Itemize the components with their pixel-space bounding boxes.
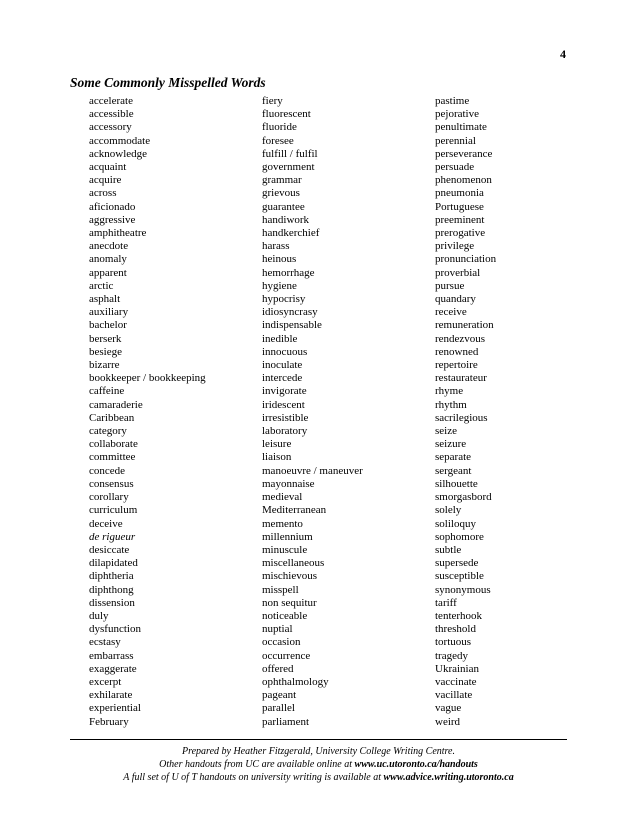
word-item: hemorrhage	[262, 266, 315, 279]
word-item: Caribbean	[89, 411, 135, 424]
word-item: accelerate	[89, 95, 133, 107]
word-item: February	[89, 715, 129, 728]
word-item: foresee	[262, 134, 294, 147]
word-item: pastime	[435, 95, 470, 107]
word-item: privilege	[435, 240, 475, 253]
word-item: persuade	[435, 161, 475, 174]
word-item: inedible	[262, 332, 298, 345]
word-item: remuneration	[435, 319, 494, 332]
word-item: pronunciation	[435, 253, 497, 266]
word-item: grammar	[262, 174, 302, 187]
word-item: threshold	[435, 623, 476, 636]
word-item: dissension	[89, 596, 135, 609]
footer-uoft-handouts	[70, 771, 567, 784]
word-item: bizarre	[89, 359, 120, 372]
word-item: tragedy	[435, 649, 468, 662]
word-item: iridescent	[262, 398, 305, 411]
word-item: offered	[262, 662, 294, 675]
word-item: guarantee	[262, 200, 305, 213]
word-column-3	[435, 95, 496, 729]
word-item: curriculum	[89, 504, 138, 517]
word-item: handkerchief	[262, 227, 320, 240]
word-item: Ukrainian	[435, 662, 479, 675]
footer	[70, 745, 567, 784]
word-item: corollary	[89, 491, 129, 504]
word-item: rendezvous	[435, 332, 486, 345]
word-item: prerogative	[435, 227, 486, 240]
word-item: repertoire	[435, 359, 478, 372]
word-item: government	[262, 161, 315, 174]
word-item: renowned	[435, 345, 479, 358]
word-item: de rigueur	[89, 530, 136, 543]
word-item: preeminent	[435, 213, 485, 226]
word-item: accessible	[89, 108, 134, 121]
word-item: proverbial	[435, 266, 481, 279]
word-item: heinous	[262, 253, 297, 266]
word-item: medieval	[262, 491, 303, 504]
word-item: bachelor	[89, 319, 127, 332]
word-item: inoculate	[262, 359, 303, 372]
word-item: idiosyncrasy	[262, 306, 318, 319]
word-item: synonymous	[435, 583, 491, 596]
word-item: silhouette	[435, 477, 478, 490]
word-item: dilapidated	[89, 557, 138, 570]
word-item: acknowledge	[89, 147, 148, 160]
word-item: embarrass	[89, 649, 134, 662]
word-item: duly	[89, 609, 109, 622]
word-item: intercede	[262, 372, 303, 385]
word-item: fluorescent	[262, 108, 311, 121]
word-item: exhilarate	[89, 689, 133, 702]
word-item: mayonnaise	[262, 477, 315, 490]
word-item: across	[89, 187, 117, 200]
word-item: sacrilegious	[435, 411, 488, 424]
word-item: ecstasy	[89, 636, 121, 649]
word-item: desiccate	[89, 543, 130, 556]
word-item: pneumonia	[435, 187, 484, 200]
word-item: perennial	[435, 134, 476, 147]
word-item: penultimate	[435, 121, 487, 134]
word-item: excerpt	[89, 675, 122, 688]
word-item: noticeable	[262, 609, 308, 622]
word-item: accommodate	[89, 134, 151, 147]
word-item: subtle	[435, 543, 462, 556]
word-item: diphthong	[89, 583, 134, 596]
word-item: Portuguese	[435, 200, 484, 213]
word-item: amphitheatre	[89, 227, 147, 240]
word-item: aficionado	[89, 200, 136, 213]
word-item: camaraderie	[89, 398, 143, 411]
word-item: grievous	[262, 187, 300, 200]
footer-uoft-text: A full set of U of T handouts on university writing is available at	[123, 772, 384, 783]
word-item: misspell	[262, 583, 299, 596]
word-item: committee	[89, 451, 136, 464]
word-item: soliloquy	[435, 517, 476, 530]
footer-uc-link[interactable]: www.uc.utoronto.ca/handouts	[354, 759, 478, 770]
word-item: deceive	[89, 517, 123, 530]
word-item: quandary	[435, 293, 476, 306]
word-item: manoeuvre / maneuver	[262, 464, 363, 477]
word-item: seizure	[435, 438, 467, 451]
word-item: acquaint	[89, 161, 127, 174]
word-item: memento	[262, 517, 303, 530]
word-item: parallel	[262, 702, 295, 715]
word-item: asphalt	[89, 293, 121, 306]
word-item: rhythm	[435, 398, 467, 411]
word-item: invigorate	[262, 385, 307, 398]
word-item: parliament	[262, 715, 310, 728]
word-item: sophomore	[435, 530, 484, 543]
word-item: anomaly	[89, 253, 127, 266]
word-item: tariff	[435, 596, 457, 609]
word-item: diphtheria	[89, 570, 134, 583]
word-item: rhyme	[435, 385, 464, 398]
word-item: fiery	[262, 95, 283, 107]
word-item: non sequitur	[262, 596, 317, 609]
footer-uc-text: Other handouts from UC are available online at	[159, 759, 355, 770]
word-item: exaggerate	[89, 662, 137, 675]
word-item: liaison	[262, 451, 292, 464]
word-item: seize	[435, 425, 457, 438]
word-item: pursue	[435, 279, 465, 292]
word-item: vacillate	[435, 689, 473, 702]
word-item: irresistible	[262, 411, 309, 424]
word-item: smorgasbord	[435, 491, 492, 504]
word-item: tortuous	[435, 636, 472, 649]
page-number: 4	[560, 47, 566, 61]
word-item: aggressive	[89, 213, 136, 226]
word-item: supersede	[435, 557, 479, 570]
word-item: indispensable	[262, 319, 322, 332]
word-item: hygiene	[262, 279, 297, 292]
word-item: innocuous	[262, 345, 308, 358]
word-item: consensus	[89, 477, 134, 490]
word-item: besiege	[89, 345, 122, 358]
word-item: sergeant	[435, 464, 472, 477]
word-item: solely	[435, 504, 462, 517]
footer-uoft-link[interactable]: www.advice.writing.utoronto.ca	[383, 772, 514, 783]
word-item: occurrence	[262, 649, 311, 662]
word-item: laboratory	[262, 425, 308, 438]
word-item: concede	[89, 464, 126, 477]
word-item: bookkeeper / bookkeeping	[89, 372, 206, 385]
word-item: acquire	[89, 174, 122, 187]
word-item: minuscule	[262, 543, 308, 556]
word-item: nuptial	[262, 623, 293, 636]
word-column-1	[89, 95, 206, 729]
word-item: arctic	[89, 279, 114, 292]
word-item: phenomenon	[435, 174, 492, 187]
word-item: restaurateur	[435, 372, 487, 385]
word-item: perseverance	[435, 147, 493, 160]
word-item: category	[89, 425, 127, 438]
word-item: separate	[435, 451, 472, 464]
word-item: auxiliary	[89, 306, 129, 319]
word-item: dysfunction	[89, 623, 141, 636]
word-item: occasion	[262, 636, 301, 649]
word-item: accessory	[89, 121, 132, 134]
footer-divider	[70, 739, 567, 740]
word-item: apparent	[89, 266, 127, 279]
word-item: pejorative	[435, 108, 479, 121]
word-item: tenterhook	[435, 609, 483, 622]
word-item: caffeine	[89, 385, 125, 398]
footer-credit: Prepared by Heather Fitzgerald, University College Writing Centre.	[181, 746, 455, 757]
word-item: receive	[435, 306, 467, 319]
word-item: mischievous	[262, 570, 317, 583]
word-item: susceptible	[435, 570, 484, 583]
word-item: fluoride	[262, 121, 297, 134]
word-item: pageant	[262, 689, 297, 702]
word-item: fulfill / fulfil	[262, 147, 318, 160]
word-item: collaborate	[89, 438, 138, 451]
word-item: leisure	[262, 438, 292, 451]
word-item: vague	[435, 702, 462, 715]
word-item: harass	[262, 240, 290, 253]
word-item: millennium	[262, 530, 313, 543]
footer-uc-handouts	[70, 758, 567, 771]
word-item: Mediterranean	[262, 504, 327, 517]
word-item: vaccinate	[435, 675, 477, 688]
word-item: experiential	[89, 702, 141, 715]
page-heading: Some Commonly Misspelled Words	[70, 75, 266, 90]
word-item: hypocrisy	[262, 293, 306, 306]
word-item: handiwork	[262, 213, 310, 226]
word-item: anecdote	[89, 240, 129, 253]
word-item: berserk	[89, 332, 122, 345]
word-item: ophthalmology	[262, 675, 329, 688]
word-item: miscellaneous	[262, 557, 325, 570]
word-item: weird	[435, 715, 461, 728]
word-column-2	[262, 95, 363, 729]
